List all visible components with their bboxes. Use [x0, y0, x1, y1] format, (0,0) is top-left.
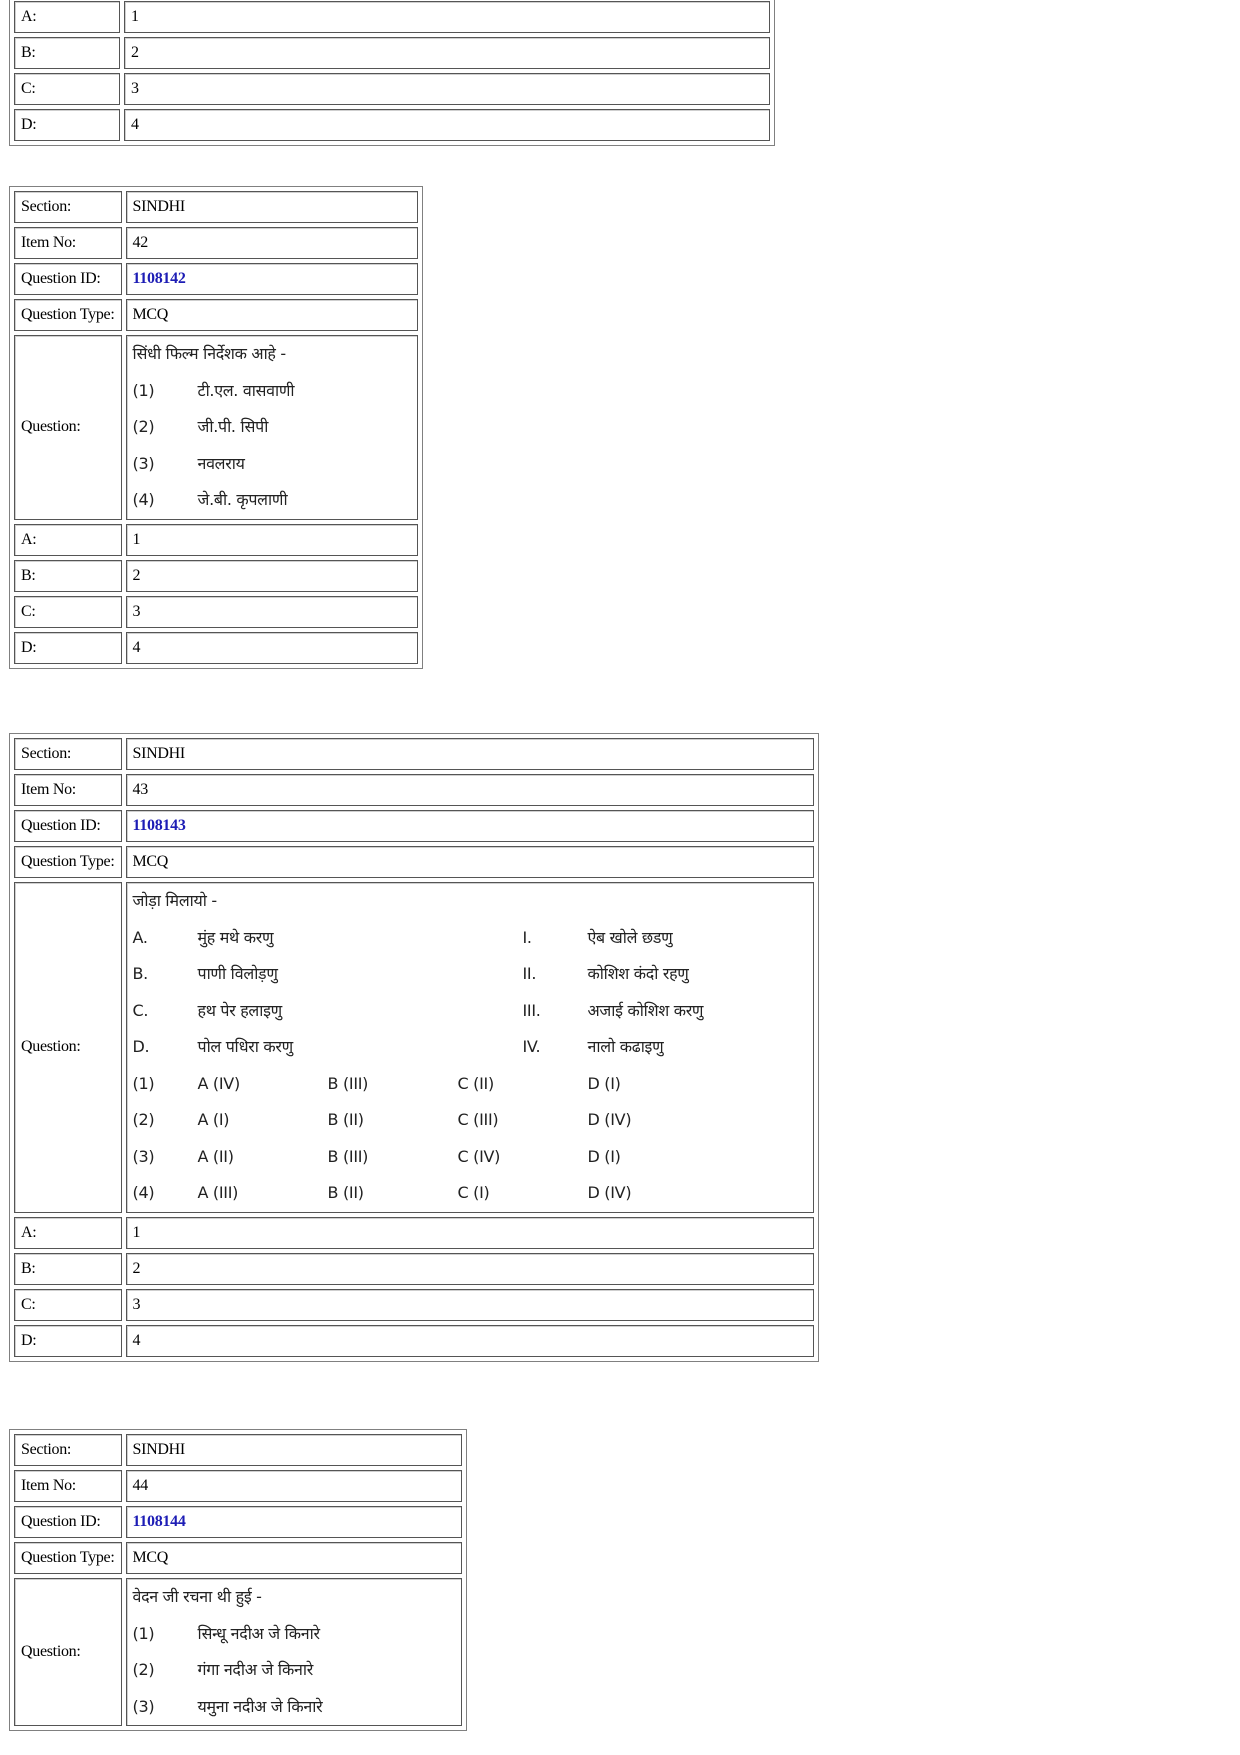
- question-id-row: [14, 263, 418, 295]
- section-label: Section:: [14, 191, 122, 223]
- question-id-value: 1108144: [126, 1506, 463, 1538]
- question-type-value: MCQ: [126, 299, 419, 331]
- option-number: (3): [132, 453, 155, 473]
- option-text: टी.एल. वासवाणी: [197, 380, 295, 400]
- combo-number: (2): [132, 1110, 155, 1129]
- answer-c-value: 3: [126, 596, 419, 628]
- answer-a-label: A:: [14, 1, 120, 33]
- question-table-41: [9, 0, 775, 146]
- option-number: (4): [132, 490, 155, 509]
- option-number: (2): [132, 1660, 155, 1679]
- combo-b: B (II): [327, 1110, 364, 1129]
- answer-a-row: [14, 1, 770, 33]
- right-marker: I.: [522, 927, 532, 947]
- item-no-row: [14, 227, 418, 259]
- answer-b-value: 2: [126, 560, 419, 592]
- combo-b: B (III): [327, 1073, 369, 1093]
- combo-row: [133, 1175, 808, 1212]
- combo-c: C (I): [457, 1183, 490, 1202]
- question-type-value: MCQ: [126, 1542, 463, 1574]
- question-label: Question:: [14, 882, 122, 1213]
- answer-c-label: C:: [14, 1289, 122, 1321]
- answer-d-label: D:: [14, 109, 120, 141]
- combo-d: D (IV): [587, 1110, 632, 1129]
- item-no-value: 42: [126, 227, 419, 259]
- option-row: [133, 1652, 456, 1689]
- combo-a: A (II): [197, 1146, 234, 1166]
- option-text: यमुना नदीअ जे किनारे: [197, 1696, 323, 1716]
- question-type-label: Question Type:: [14, 846, 122, 878]
- answer-b-row: [14, 560, 418, 592]
- combo-number: (4): [132, 1183, 155, 1202]
- question-type-value: MCQ: [126, 846, 815, 878]
- combo-b: B (II): [327, 1183, 364, 1202]
- answer-a-value: 1: [126, 1217, 815, 1249]
- left-marker: A.: [132, 927, 148, 947]
- question-stem: सिंधी फिल्म निर्देशक आहे -: [132, 344, 286, 363]
- answer-c-row: [14, 596, 418, 628]
- option-row: [133, 1689, 456, 1726]
- answer-c-row: [14, 1289, 814, 1321]
- combo-a: A (I): [197, 1110, 230, 1129]
- answer-d-label: D:: [14, 1325, 122, 1357]
- question-id-row: [14, 1506, 462, 1538]
- answer-b-label: B:: [14, 560, 122, 592]
- left-text: मुंह मथे करणु: [197, 927, 274, 947]
- answer-a-value: 1: [126, 524, 419, 556]
- question-content: [126, 1578, 463, 1726]
- option-row: [133, 1616, 456, 1653]
- combo-c: C (IV): [457, 1146, 501, 1166]
- answer-c-value: 3: [124, 73, 770, 105]
- question-row: [14, 335, 418, 520]
- right-marker: IV.: [522, 1037, 541, 1056]
- question-table-42: [9, 186, 423, 669]
- item-no-value: 44: [126, 1470, 463, 1502]
- option-text: नवलराय: [197, 453, 245, 473]
- answer-b-value: 2: [124, 37, 770, 69]
- section-row: [14, 1434, 462, 1466]
- section-label: Section:: [14, 738, 122, 770]
- answer-d-value: 4: [126, 1325, 815, 1357]
- combo-c: C (III): [457, 1110, 499, 1129]
- item-no-label: Item No:: [14, 774, 122, 806]
- option-number: (1): [132, 1623, 155, 1643]
- combo-row: [133, 1139, 808, 1176]
- match-pair-row: [133, 956, 808, 993]
- answer-b-row: [14, 1253, 814, 1285]
- question-id-label: Question ID:: [14, 810, 122, 842]
- combo-c: C (II): [457, 1073, 494, 1093]
- answer-c-row: [14, 73, 770, 105]
- combo-number: (3): [132, 1146, 155, 1166]
- option-row: [133, 446, 412, 483]
- right-text: ऐब खोले छडणु: [587, 927, 673, 947]
- question-id-row: [14, 810, 814, 842]
- question-type-label: Question Type:: [14, 299, 122, 331]
- option-number: (2): [132, 417, 155, 436]
- right-text: नालो कढाइणु: [587, 1037, 664, 1056]
- section-row: [14, 738, 814, 770]
- answer-a-label: A:: [14, 1217, 122, 1249]
- answer-c-value: 3: [126, 1289, 815, 1321]
- item-no-value: 43: [126, 774, 815, 806]
- question-row: [14, 882, 814, 1213]
- question-type-row: [14, 299, 418, 331]
- question-content: [126, 335, 419, 520]
- question-id-value: 1108143: [126, 810, 815, 842]
- combo-number: (1): [132, 1073, 155, 1093]
- section-row: [14, 191, 418, 223]
- question-id-label: Question ID:: [14, 263, 122, 295]
- combo-a: A (III): [197, 1183, 239, 1202]
- question-label: Question:: [14, 335, 122, 520]
- question-label: Question:: [14, 1578, 122, 1726]
- option-text: गंगा नदीअ जे किनारे: [197, 1660, 313, 1679]
- question-table-44: [9, 1429, 467, 1731]
- right-text: अजाई कोशिश करणु: [587, 1000, 704, 1020]
- section-value: SINDHI: [126, 1434, 463, 1466]
- answer-b-value: 2: [126, 1253, 815, 1285]
- combo-a: A (IV): [197, 1073, 240, 1093]
- left-text: पाणी विलोड़णु: [197, 964, 278, 983]
- option-row: [133, 409, 412, 446]
- left-marker: B.: [132, 964, 148, 983]
- option-text: जी.पी. सिपी: [197, 417, 269, 436]
- option-row: [133, 373, 412, 410]
- combo-d: D (IV): [587, 1183, 632, 1202]
- item-no-row: [14, 774, 814, 806]
- combo-row: [133, 1066, 808, 1103]
- answer-d-label: D:: [14, 632, 122, 664]
- left-marker: D.: [132, 1037, 150, 1056]
- match-pair-row: [133, 1029, 808, 1066]
- question-id-label: Question ID:: [14, 1506, 122, 1538]
- section-label: Section:: [14, 1434, 122, 1466]
- question-stem: जोड़ा मिलायो -: [132, 891, 217, 910]
- right-text: कोशिश कंदो रहणु: [587, 964, 689, 983]
- section-value: SINDHI: [126, 191, 419, 223]
- answer-d-row: [14, 109, 770, 141]
- option-text: जे.बी. कृपलाणी: [197, 490, 288, 509]
- combo-d: D (I): [587, 1073, 621, 1093]
- item-no-row: [14, 1470, 462, 1502]
- answer-d-row: [14, 632, 418, 664]
- left-text: हथ पेर हलाइणु: [197, 1000, 282, 1020]
- option-text: सिन्धू नदीअ जे किनारे: [197, 1623, 320, 1643]
- item-no-label: Item No:: [14, 227, 122, 259]
- option-row: [133, 482, 412, 519]
- combo-b: B (III): [327, 1146, 369, 1166]
- answer-a-row: [14, 524, 418, 556]
- answer-a-value: 1: [124, 1, 770, 33]
- match-pair-row: [133, 993, 808, 1030]
- answer-d-row: [14, 1325, 814, 1357]
- combo-row: [133, 1102, 808, 1139]
- right-marker: III.: [522, 1000, 541, 1020]
- question-content: [126, 882, 815, 1213]
- item-no-label: Item No:: [14, 1470, 122, 1502]
- option-number: (3): [132, 1696, 155, 1716]
- left-text: पोल पधिरा करणु: [197, 1037, 293, 1056]
- match-pair-row: [133, 920, 808, 957]
- combo-d: D (I): [587, 1146, 621, 1166]
- answer-b-label: B:: [14, 1253, 122, 1285]
- question-id-value: 1108142: [126, 263, 419, 295]
- answer-c-label: C:: [14, 596, 122, 628]
- question-row: [14, 1578, 462, 1726]
- option-number: (1): [132, 380, 155, 400]
- answer-a-label: A:: [14, 524, 122, 556]
- answer-d-value: 4: [126, 632, 419, 664]
- section-value: SINDHI: [126, 738, 815, 770]
- right-marker: II.: [522, 964, 537, 983]
- left-marker: C.: [132, 1000, 149, 1020]
- answer-b-label: B:: [14, 37, 120, 69]
- question-stem: वेदन जी रचना थी हुई -: [132, 1587, 262, 1606]
- answer-b-row: [14, 37, 770, 69]
- question-type-row: [14, 846, 814, 878]
- question-type-label: Question Type:: [14, 1542, 122, 1574]
- answer-a-row: [14, 1217, 814, 1249]
- question-type-row: [14, 1542, 462, 1574]
- question-table-43: [9, 733, 819, 1362]
- answer-c-label: C:: [14, 73, 120, 105]
- answer-d-value: 4: [124, 109, 770, 141]
